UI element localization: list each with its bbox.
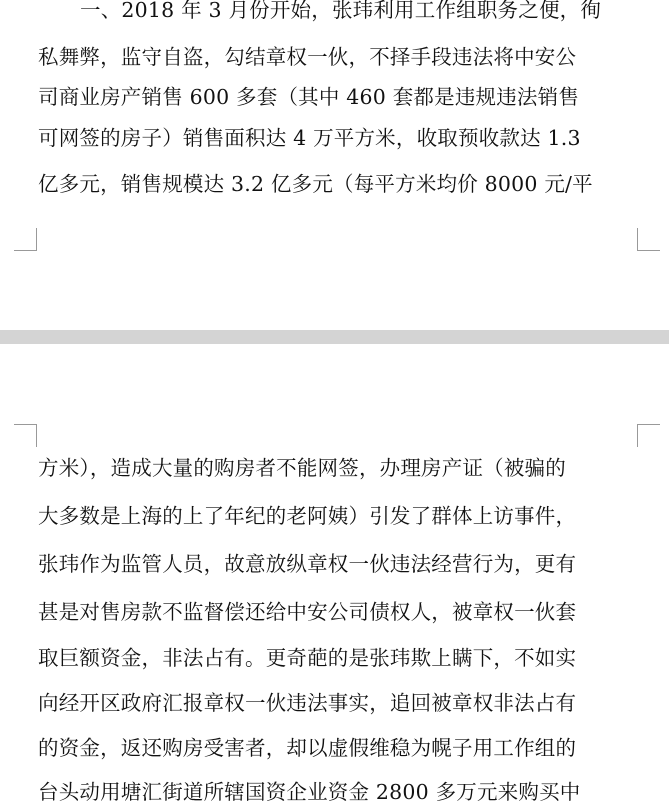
text-line-11 bbox=[38, 691, 638, 715]
line-text: 司商业房产销售 600 多套（其中 460 套都是违规违法销售 bbox=[38, 85, 580, 109]
text-line-9 bbox=[38, 600, 638, 624]
text-line-12 bbox=[38, 736, 638, 760]
line-text: 甚是对售房款不监督偿还给中安公司债权人，被章权一伙套 bbox=[38, 600, 577, 624]
document-page-2 bbox=[0, 344, 669, 804]
line-text: 取巨额资金，非法占有。更奇葩的是张玮欺上瞒下，不如实 bbox=[38, 646, 577, 670]
margin-corner-mark bbox=[637, 228, 660, 251]
line-text: 私舞弊，监守自盗，勾结章权一伙，不择手段违法将中安公 bbox=[38, 45, 577, 69]
line-text: 大多数是上海的上了年纪的老阿姨）引发了群体上访事件， bbox=[38, 504, 577, 528]
text-line-1 bbox=[38, 0, 638, 22]
line-text: 亿多元，销售规模达 3.2 亿多元（每平方米均价 8000 元/平 bbox=[38, 172, 593, 196]
text-line-8 bbox=[38, 552, 638, 576]
line-text: 可网签的房子）销售面积达 4 万平方米，收取预收款达 1.3 bbox=[38, 126, 581, 150]
text-line-3 bbox=[38, 85, 638, 109]
text-line-7 bbox=[38, 504, 638, 528]
line-text: 的资金，返还购房受害者，却以虚假维稳为幌子用工作组的 bbox=[38, 736, 577, 760]
line-text: 方米），造成大量的购房者不能网签，办理房产证（被骗的 bbox=[38, 456, 566, 480]
page-break-separator bbox=[0, 330, 669, 344]
margin-corner-mark bbox=[14, 228, 37, 251]
document-page-1 bbox=[0, 0, 669, 330]
line-text: 一、2018 年 3 月份开始，张玮利用工作组职务之便，徇 bbox=[80, 0, 602, 22]
margin-corner-mark bbox=[637, 424, 660, 447]
line-text: 台头动用塘汇街道所辖国资企业资金 2800 多万元来购买中 bbox=[38, 780, 581, 804]
text-line-6 bbox=[38, 456, 638, 480]
text-line-13 bbox=[38, 780, 638, 804]
text-line-5 bbox=[38, 172, 638, 196]
text-line-4 bbox=[38, 126, 638, 150]
text-line-10 bbox=[38, 646, 638, 670]
margin-corner-mark bbox=[14, 424, 37, 447]
text-line-2 bbox=[38, 45, 638, 69]
line-text: 向经开区政府汇报章权一伙违法事实，追回被章权非法占有 bbox=[38, 691, 577, 715]
line-text: 张玮作为监管人员，故意放纵章权一伙违法经营行为，更有 bbox=[38, 552, 577, 576]
